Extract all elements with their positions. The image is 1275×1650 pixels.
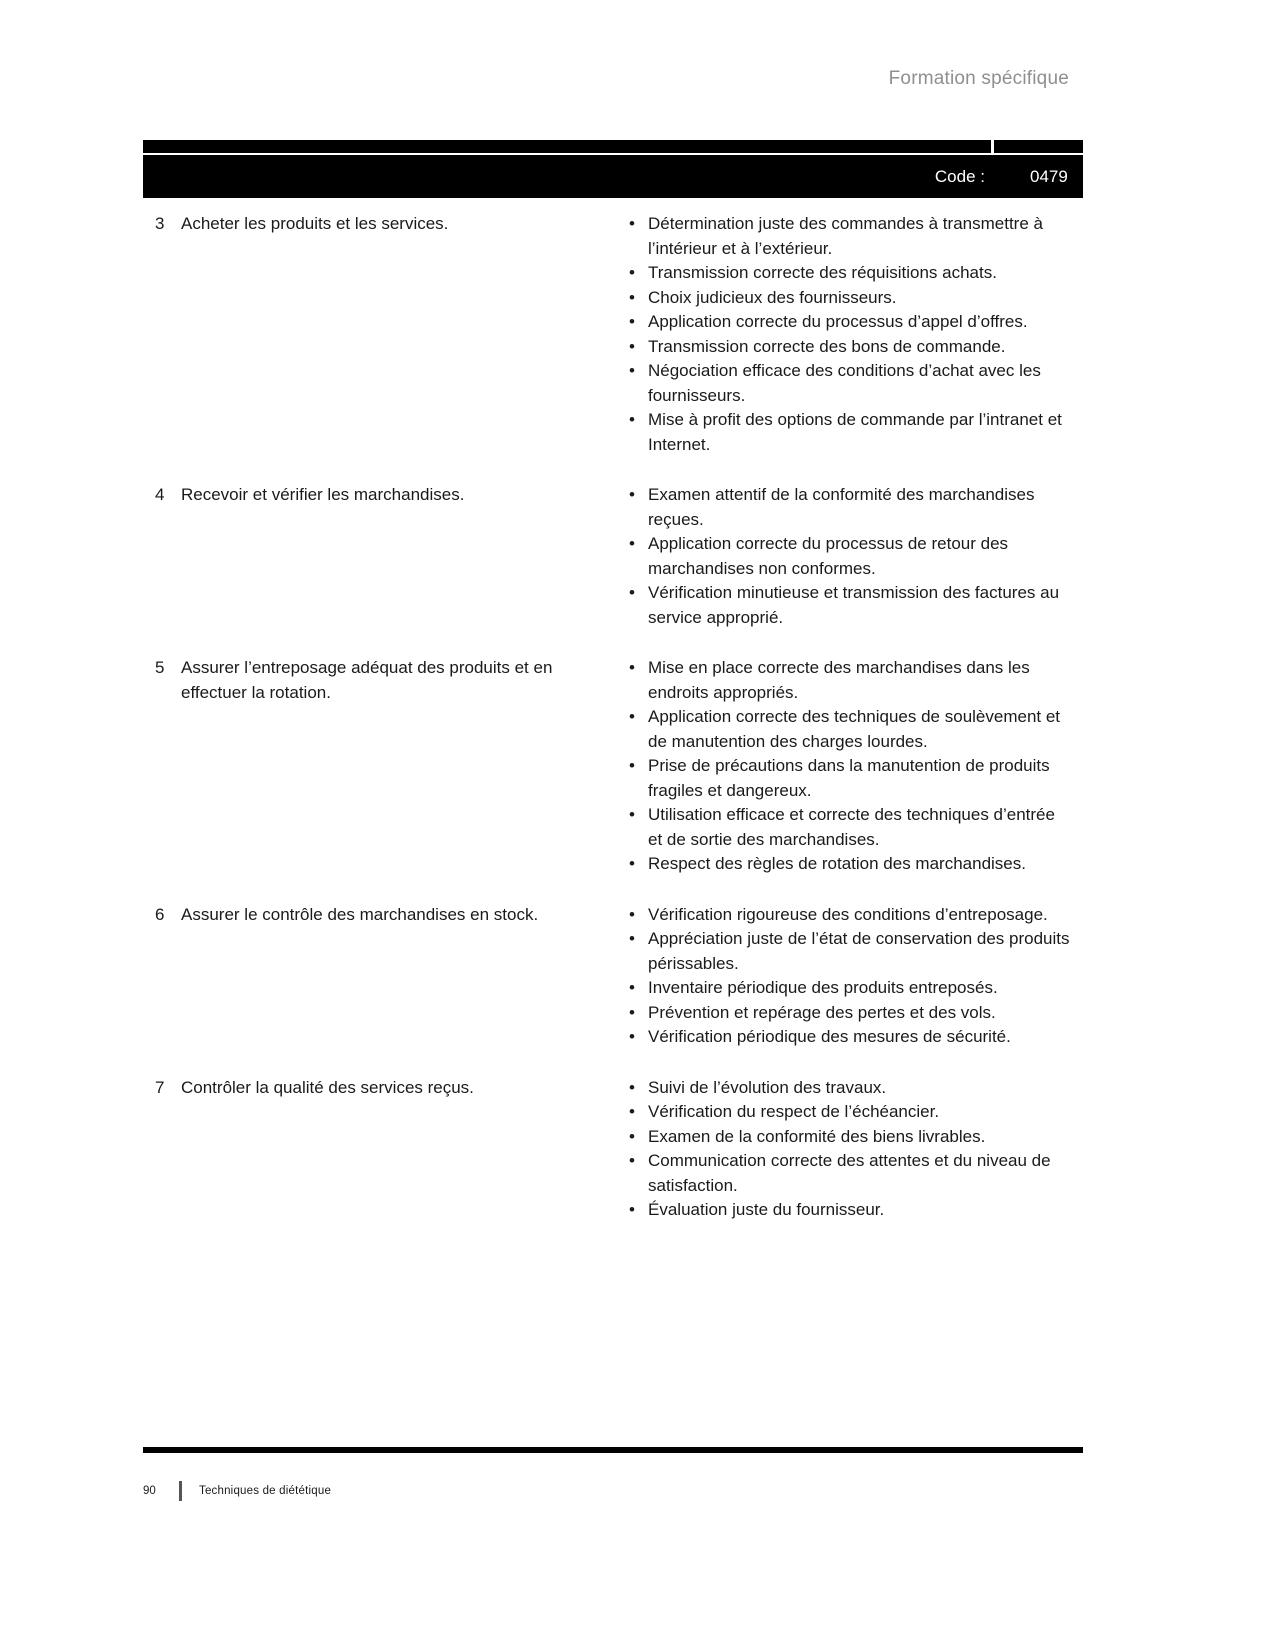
criteria-item: • Application correcte des techniques de soulèvement et de manutention des charges lourdes. — [627, 705, 1070, 754]
criteria-list — [627, 903, 1070, 1050]
code-bar — [143, 140, 1083, 198]
criteria-item: • Examen de la conformité des biens livrables. — [627, 1125, 1070, 1150]
criteria-item: • Mise à profit des options de commande par l’intranet et Internet. — [627, 408, 1070, 457]
criteria-item: • Évaluation juste du fournisseur. — [627, 1198, 1070, 1223]
criteria-item: • Vérification périodique des mesures de sécurité. — [627, 1025, 1070, 1050]
criteria-list — [627, 212, 1070, 457]
objective-left-cell — [155, 903, 627, 1050]
criteria-item: • Respect des règles de rotation des marchandises. — [627, 852, 1070, 877]
criteria-item: • Négociation efficace des conditions d’achat avec les fournisseurs. — [627, 359, 1070, 408]
criteria-item: • Prévention et repérage des pertes et des vols. — [627, 1001, 1070, 1026]
criteria-item: • Choix judicieux des fournisseurs. — [627, 286, 1070, 311]
criteria-item: • Mise en place correcte des marchandises dans les endroits appropriés. — [627, 656, 1070, 705]
objective-left-cell — [155, 483, 627, 630]
criteria-item: • Utilisation efficace et correcte des techniques d’entrée et de sortie des marchandises. — [627, 803, 1070, 852]
criteria-item: • Examen attentif de la conformité des marchandises reçues. — [627, 483, 1070, 532]
objective-number: 3 — [155, 214, 165, 233]
objective-number: 4 — [155, 485, 165, 504]
objective-row — [155, 903, 1083, 1050]
criteria-item: • Détermination juste des commandes à transmettre à l’intérieur et à l’extérieur. — [627, 212, 1070, 261]
objective-row — [155, 656, 1083, 877]
code-bar-cell-divider — [991, 140, 994, 155]
criteria-item: • Prise de précautions dans la manutention de produits fragiles et dangereux. — [627, 754, 1070, 803]
objective-title: Recevoir et vérifier les marchandises. — [181, 485, 465, 504]
objective-number: 5 — [155, 658, 165, 677]
objective-number: 7 — [155, 1077, 165, 1097]
criteria-item: • Vérification rigoureuse des conditions d’entreposage. — [627, 903, 1070, 928]
criteria-cell — [627, 1076, 1083, 1223]
objective-left-cell — [155, 212, 627, 457]
criteria-item: • Suivi de l’évolution des travaux. — [627, 1076, 1070, 1101]
criteria-cell — [627, 903, 1083, 1050]
objectives-table — [143, 212, 1083, 1249]
objective-title: Assurer le contrôle des marchandises en stock. — [181, 904, 539, 924]
criteria-item: • Inventaire périodique des produits entreposés. — [627, 976, 1070, 1001]
program-name: Techniques de diététique — [199, 1485, 332, 1497]
objective-row — [155, 212, 1083, 457]
criteria-cell — [627, 483, 1083, 630]
criteria-item: • Application correcte du processus de retour des marchandises non conformes. — [627, 532, 1070, 581]
criteria-item: • Transmission correcte des réquisitions achats. — [627, 261, 1070, 286]
code-label: Code : — [934, 167, 985, 186]
criteria-item: • Appréciation juste de l’état de conservation des produits périssables. — [627, 927, 1070, 976]
code-value: 0479 — [1030, 167, 1068, 186]
criteria-item: • Transmission correcte des bons de commande. — [627, 335, 1070, 360]
criteria-list — [627, 656, 1070, 877]
criteria-item: • Vérification minutieuse et transmission des factures au service approprié. — [627, 581, 1070, 630]
footer-rule — [143, 1447, 1083, 1453]
criteria-cell — [627, 656, 1083, 877]
criteria-cell — [627, 212, 1083, 457]
criteria-list — [627, 483, 1070, 630]
objective-left-cell — [155, 1076, 627, 1223]
objective-title: Assurer l’entreposage adéquat des produits et en effectuer la rotation. — [181, 658, 553, 702]
objective-title: Contrôler la qualité des services reçus. — [181, 1077, 474, 1097]
objective-row — [155, 1076, 1083, 1223]
criteria-list — [627, 1076, 1070, 1223]
criteria-item: • Communication correcte des attentes et du niveau de satisfaction. — [627, 1149, 1070, 1198]
objective-row — [155, 483, 1083, 630]
running-header: Formation spécifique — [888, 68, 1069, 89]
code-bar-rule — [143, 153, 1083, 155]
objective-title: Acheter les produits et les services. — [181, 214, 449, 233]
footer-separator — [179, 1481, 182, 1501]
criteria-item: • Application correcte du processus d’appel d’offres. — [627, 310, 1070, 335]
page-number: 90 — [143, 1485, 156, 1497]
objective-number: 6 — [155, 904, 165, 924]
footer — [143, 1481, 1083, 1501]
objective-left-cell — [155, 656, 627, 877]
criteria-item: • Vérification du respect de l’échéancier. — [627, 1100, 1070, 1125]
